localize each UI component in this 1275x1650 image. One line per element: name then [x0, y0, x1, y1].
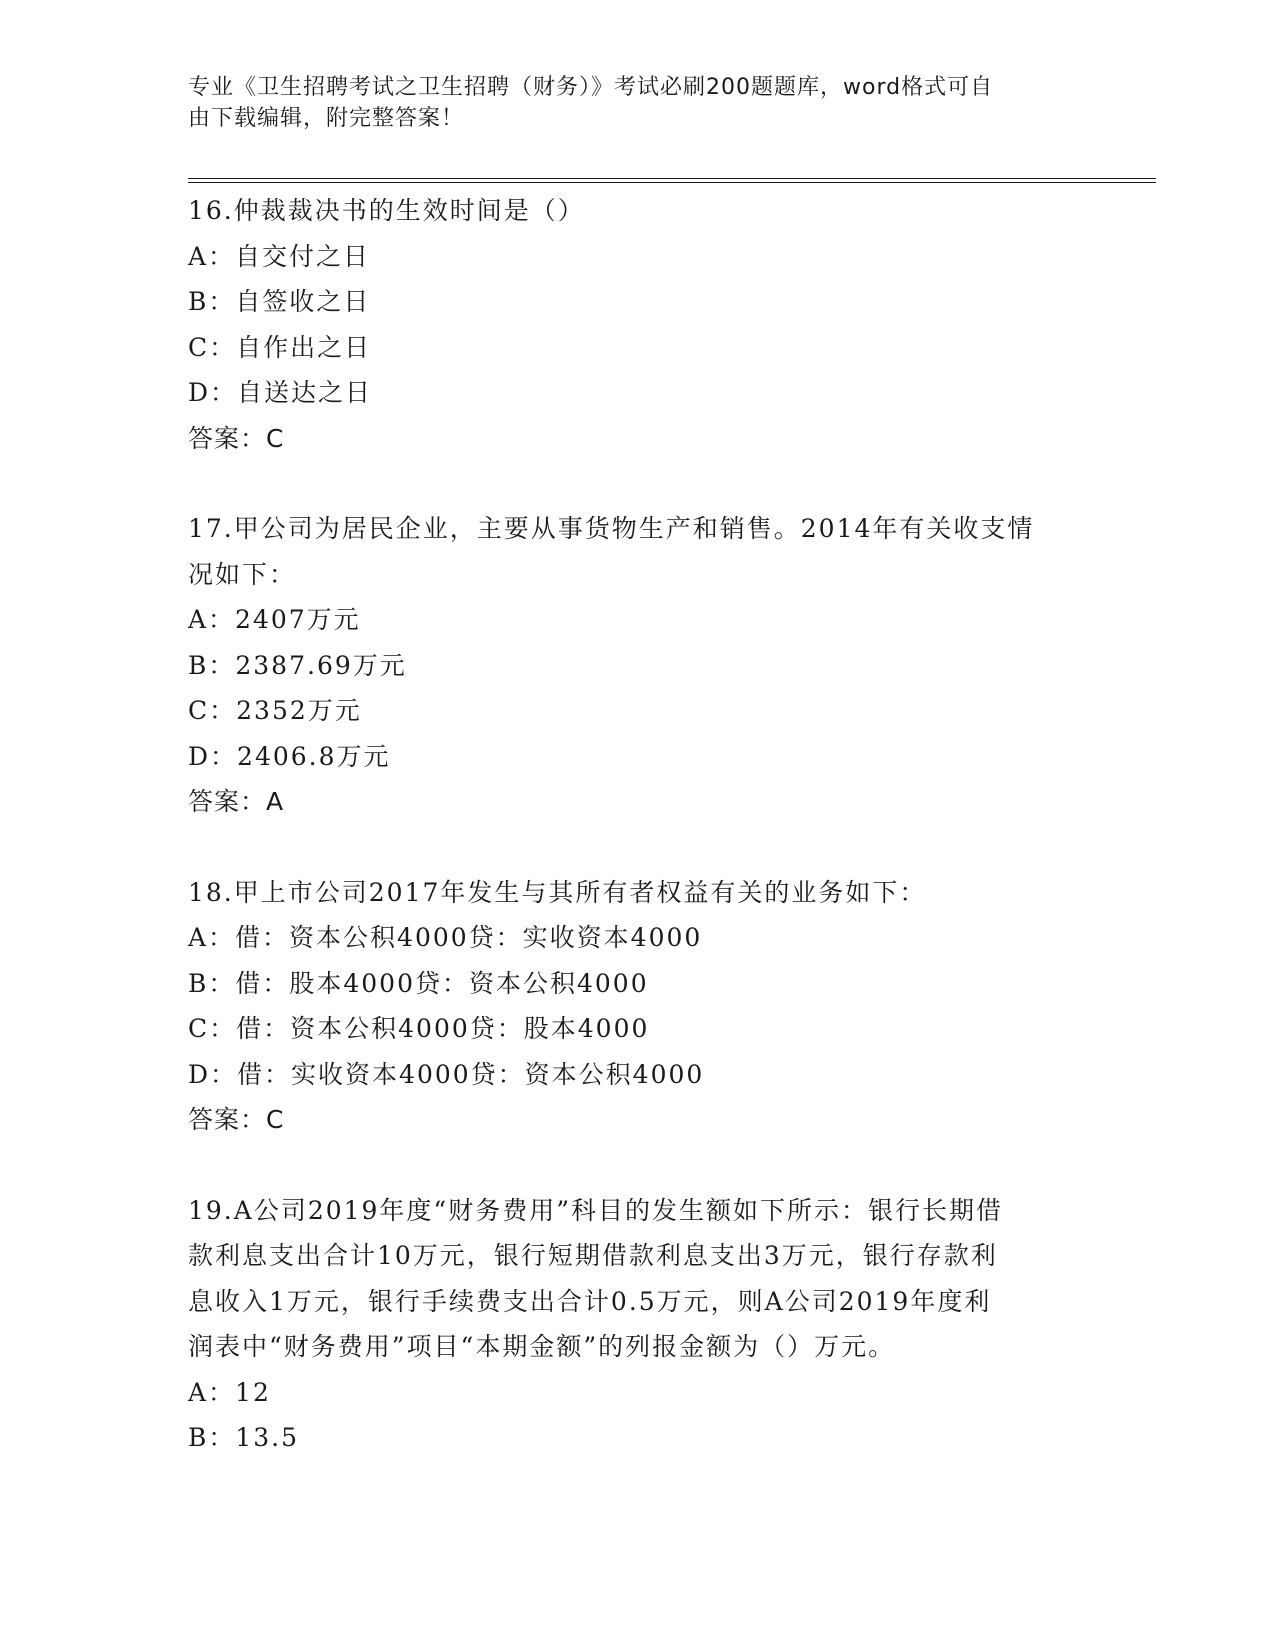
question-19-stem-line-2: 款利息支出合计10万元，银行短期借款利息支出3万元，银行存款利: [188, 1241, 998, 1270]
question-16-option-c: C：自作出之日: [188, 332, 372, 362]
question-16-stem: 16.仲裁裁决书的生效时间是（）: [188, 196, 585, 225]
question-16-answer: 答案：C: [188, 423, 285, 453]
header-line-1: 专业《卫生招聘考试之卫生招聘（财务）》考试必刷200题题库，word格式可自: [188, 75, 994, 100]
question-16-option-a: A：自交付之日: [188, 241, 371, 271]
question-17-option-a: A：2407万元: [188, 605, 361, 634]
question-19-stem-line-3: 息收入1万元，银行手续费支出合计0.5万元，则A公司2019年度利: [188, 1286, 992, 1316]
question-19-stem-line-4: 润表中“财务费用”项目“本期金额”的列报金额为（）万元。: [188, 1332, 896, 1361]
question-19-option-a: A：12: [188, 1377, 271, 1407]
question-17-option-c: C：2352万元: [188, 696, 362, 725]
question-19-stem-line-1: 19.A公司2019年度“财务费用”科目的发生额如下所示：银行长期借: [188, 1195, 1003, 1225]
header-line-2: 由下载编辑，附完整答案！: [188, 106, 465, 131]
question-spacer: [188, 825, 1088, 870]
question-16: [188, 188, 1088, 461]
document-header: [188, 72, 1088, 134]
question-16-option-b: B：自签收之日: [188, 287, 371, 316]
question-spacer: [188, 461, 1088, 506]
question-17-stem-line-2: 况如下：: [188, 559, 297, 589]
question-list: [188, 188, 1088, 1461]
header-divider: [188, 178, 1156, 183]
question-17-stem-line-1: 17.甲公司为居民企业，主要从事货物生产和销售。2014年有关收支情: [188, 514, 1035, 543]
question-18-option-d: D：借：实收资本4000贷：资本公积4000: [188, 1059, 705, 1089]
question-17-answer: 答案：A: [188, 787, 285, 816]
question-18-option-c: C：借：资本公积4000贷：股本4000: [188, 1014, 650, 1043]
question-spacer: [188, 1143, 1088, 1188]
question-18-answer: 答案：C: [188, 1105, 285, 1134]
question-18: [188, 870, 1088, 1143]
question-19-option-b: B：13.5: [188, 1423, 300, 1452]
question-18-stem: 18.甲上市公司2017年发生与其所有者权益有关的业务如下：: [188, 877, 927, 907]
question-18-option-a: A：借：资本公积4000贷：实收资本4000: [188, 923, 703, 952]
question-19: [188, 1188, 1088, 1461]
question-17-option-b: B：2387.69万元: [188, 650, 407, 680]
question-17-option-d: D：2406.8万元: [188, 741, 391, 771]
question-18-option-b: B：借：股本4000贷：资本公积4000: [188, 968, 649, 998]
question-16-option-d: D：自送达之日: [188, 378, 373, 407]
question-17: [188, 506, 1088, 825]
